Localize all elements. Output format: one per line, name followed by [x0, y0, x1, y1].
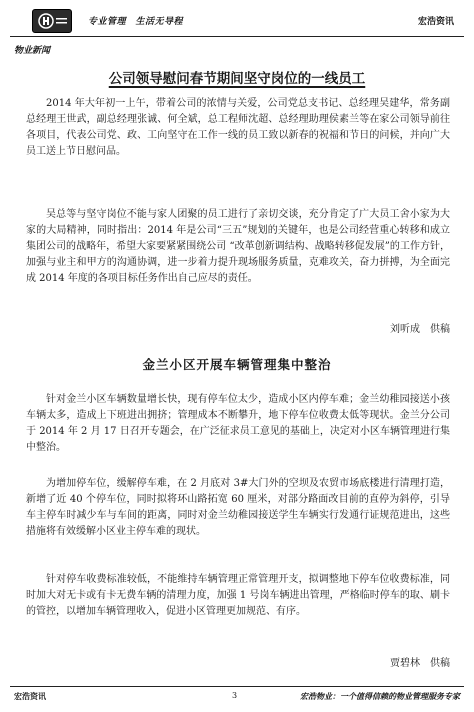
- article1-paragraph-2: 吴总等与坚守岗位不能与家人团聚的员工进行了亲切交谈，充分肯定了广大员工舍小家为大家的大局精神，同时指出：2014 年是公司“三五”规划的关键年，也是公司经营重心转移和成立集团公司的战略年，希望大家要紧紧围绕公司 “改革创新调结构、战略转移促发展”的工作方针，加强与业主和甲方的沟通协调，进一步着力提升现场服务质量，克难攻关，奋力拼搏，为全面完成 2014 年度的各项目标任务作出自己应尽的责任。: [26, 209, 450, 284]
- header-brand: 宏浩资讯: [417, 17, 454, 27]
- article2-paragraph-3: 针对停车收费标准较低，不能维持车辆管理正常管理开支，拟调整地下停车位收费标准，同时加大对无卡或有卡无费车辆的清理力度，加强 1 号岗车辆进出管理，严格临时停车的取、刷卡的管控，以增加车辆管理收入，促进小区管理更加规范、有序。: [26, 574, 450, 617]
- article1-signature: 刘听成 供稿: [390, 324, 450, 335]
- footer-slogan: 宏浩物业：一个值得信赖的物业管理服务专家: [300, 691, 460, 701]
- article1-title-text: 公司领导慰问春节期间坚守岗位的一线员工: [108, 71, 366, 87]
- company-logo: [32, 9, 72, 33]
- article2-paragraph-1: 针对金兰小区车辆数量增长快，现有停车位太少，造成小区内停车难；金兰幼稚园接送小孩车辆太多，造成上下班进出拥挤；管理成本不断攀升，地下停车位收费太低等现状。金兰分公司于 2014 年 2 月 17 日召开专题会，在广泛征求员工意见的基础上，决定对小区车辆管理进行集中整治。: [26, 394, 450, 453]
- page-number: 3: [232, 691, 238, 700]
- article2-signature: 贾碧林 供稿: [390, 658, 450, 669]
- section-label: 物业新闻: [14, 46, 51, 56]
- logo-emblem-icon: [34, 11, 70, 31]
- page-footer: [10, 686, 464, 705]
- article1-title: [0, 67, 474, 87]
- article1-paragraph-1: 2014 年大年初一上午，带着公司的浓情与关爱，公司党总支书记、总经理吴建华，常务副总经理王世武，副总经理张诚、何全斌，总工程师沈超、总经理助理侯素兰等在家公司领导前往各项目，代表公司党、政、工向坚守在工作一线的员工致以新春的祝福和节日的问候，并向广大员工送上节日慰问品。: [26, 98, 450, 157]
- article2-title: 金兰小区开展车辆管理集中整治: [142, 357, 332, 372]
- footer-left: 宏浩资讯: [14, 691, 46, 701]
- page-header: [10, 8, 464, 37]
- header-motto: 专业管理 生活无导程: [88, 17, 184, 27]
- article2-paragraph-2: 为增加停车位，缓解停车难，在 2 月底对 3#大门外的空坝及农贸市场底楼进行清理打造，新增了近 40 个停车位，同时拟将环山路拓宽 60 厘米，对部分路面改目前的直停为斜停，引导车主停车时减少车与车间的距离，同时对金兰幼稚园接送学生车辆实行发通行证规范进出，这些措施将有效缓解小区业主停车难的现状。: [26, 478, 450, 537]
